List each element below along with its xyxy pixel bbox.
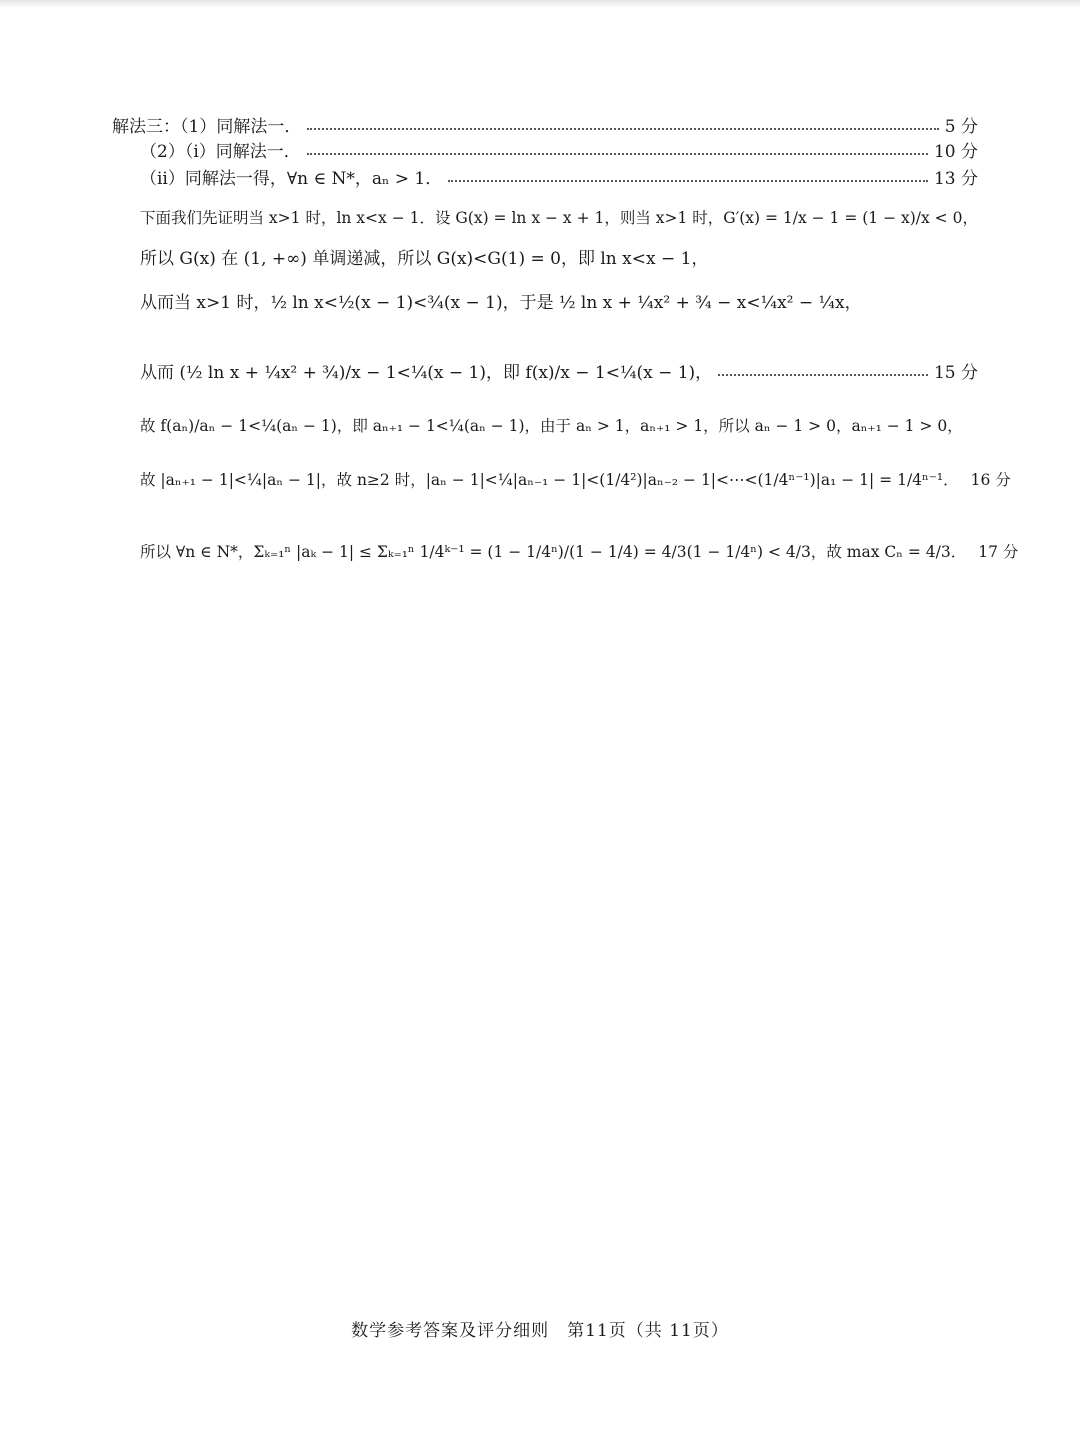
leader-dots [307,153,928,155]
line-score: 10 分 [933,142,978,162]
line-score: 17 分 [978,543,1019,561]
line-score: 16 分 [970,471,1011,489]
line-text: 故 |aₙ₊₁ − 1|<¼|aₙ − 1|，故 n≥2 时，|aₙ − 1|<¼|aₙ₋₁ − 1|<(1/4²)|aₙ₋₂ − 1|<⋯<(1/4ⁿ⁻¹)|a₁ − 1| = 1/4ⁿ⁻¹． [140,471,959,489]
solution-line-9 [140,468,1011,490]
line-text: 故 f(aₙ)/aₙ − 1<¼(aₙ − 1)，即 aₙ₊₁ − 1<¼(aₙ − 1)，由于 aₙ > 1，aₙ₊₁ > 1，所以 aₙ − 1 > 0，aₙ₊₁ − 1 > 0， [140,417,963,435]
solution-line-2 [140,137,978,162]
line-text: 解法三：（1）同解法一． [112,117,302,137]
solution-line-4 [140,206,978,228]
line-text: 所以 G(x) 在 (1, +∞) 单调递减，所以 G(x)<G(1) = 0，即 ln x<x − 1， [140,249,709,269]
page-footer: 数学参考答案及评分细则 第11页（共 11页） [351,1321,729,1341]
leader-dots [307,128,938,130]
solution-line-3 [140,164,978,189]
line-text: 从而当 x>1 时，½ ln x<½(x − 1)<¾(x − 1)，于是 ½ ln x + ¼x² + ¾ − x<¼x² − ¼x， [140,293,862,313]
line-text: 所以 ∀n ∈ N*，Σₖ₌₁ⁿ |aₖ − 1| ≤ Σₖ₌₁ⁿ 1/4ᵏ⁻¹ = (1 − 1/4ⁿ)/(1 − 1/4) = 4/3(1 − 1/4ⁿ) < 4/3，故 max Cₙ = 4/3． [140,543,967,561]
line-score: 13 分 [933,169,978,189]
line-text: 从而 (½ ln x + ¼x² + ¾)/x − 1<¼(x − 1)，即 f(x)/x − 1<¼(x − 1)， [140,363,713,383]
line-score: 15 分 [933,363,978,383]
solution-line-6 [140,288,978,313]
line-text: （ii）同解法一得，∀n ∈ N*，aₙ > 1． [140,169,443,189]
line-score: 5 分 [944,117,978,137]
line-text: 下面我们先证明当 x>1 时，ln x<x − 1．设 G(x) = ln x − x + 1，则当 x>1 时，G′(x) = 1/x − 1 = (1 − x)/x < 0， [140,209,978,227]
page-top-shadow [0,0,1080,8]
leader-dots [448,180,928,182]
solution-line-1 [112,112,978,137]
solution-line-7 [140,358,978,383]
solution-line-8 [140,414,978,436]
line-text: （2）（i）同解法一． [140,142,301,162]
solution-line-10 [140,540,1019,562]
leader-dots [718,374,928,376]
solution-line-5 [140,244,978,269]
